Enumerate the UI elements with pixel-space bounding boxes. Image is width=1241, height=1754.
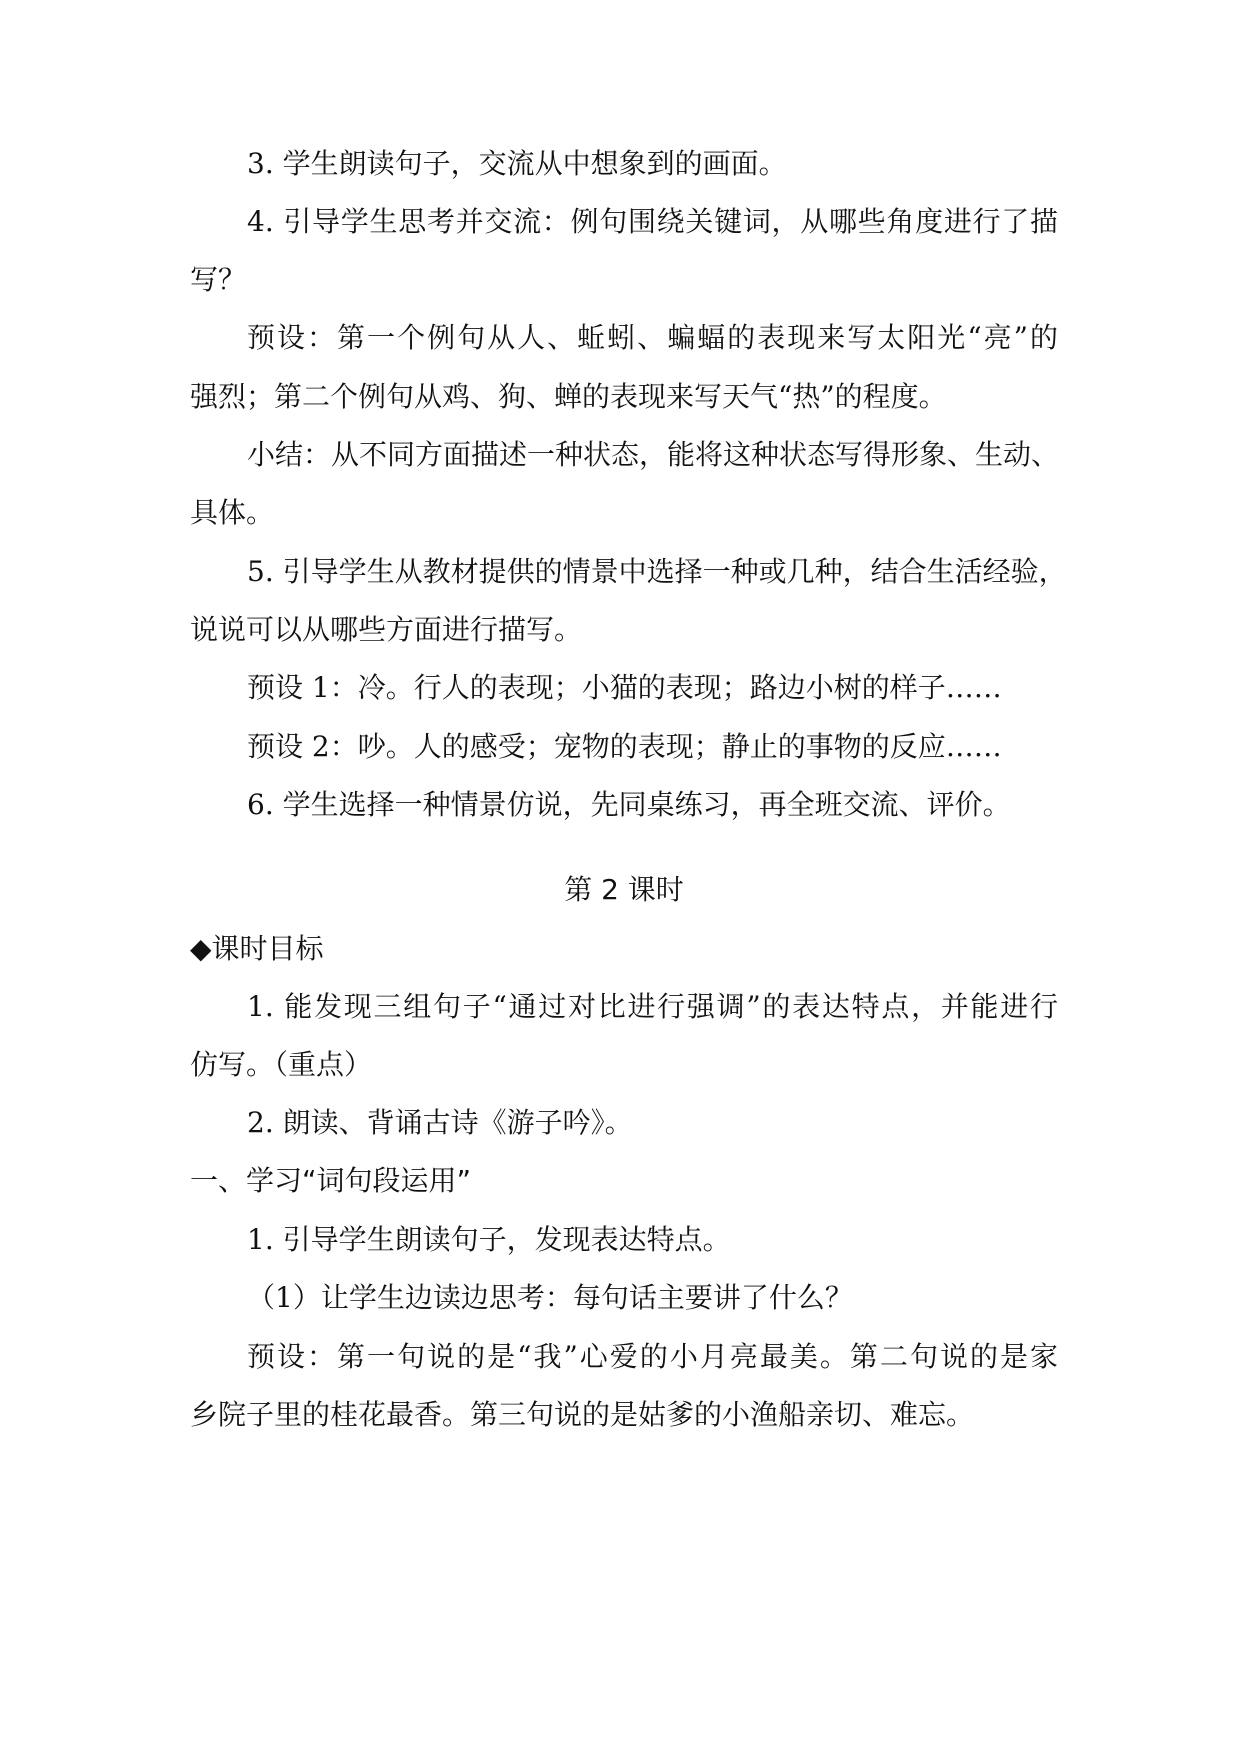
summary-paragraph-line-2: 具体。	[190, 496, 275, 529]
summary-paragraph-line-1: 小结：从不同方面描述一种状态，能将这种状态写得形象、生动、	[247, 438, 1060, 471]
section-step-1: 1. 引导学生朗读句子，发现表达特点。	[247, 1223, 731, 1256]
preset-paragraph-line-1: 预设：第一个例句从人、蚯蚓、蝙蝠的表现来写太阳光“亮”的	[247, 321, 1058, 354]
paragraph-step-6: 6. 学生选择一种情景仿说，先同桌练习，再全班交流、评价。	[247, 788, 1011, 821]
goal-2: 2. 朗读、背诵古诗《游子吟》。	[247, 1106, 633, 1139]
section-step-1-sub-1: （1）让学生边读边思考：每句话主要讲了什么？	[247, 1281, 853, 1314]
section-heading: 一、学习“词句段运用”	[190, 1164, 472, 1197]
paragraph-step-5-line-2: 说说可以从哪些方面进行描写。	[190, 613, 583, 646]
paragraph-step-4-line-1: 4. 引导学生思考并交流：例句围绕关键词，从哪些角度进行了描	[247, 205, 1058, 238]
section-preset-line-2: 乡院子里的桂花最香。第三句说的是姑爹的小渔船亲切、难忘。	[190, 1398, 975, 1431]
goal-1-line-2: 仿写。（重点）	[190, 1048, 373, 1081]
paragraph-step-4-line-2: 写？	[190, 263, 247, 296]
preset-2-paragraph: 预设 2：吵。人的感受；宠物的表现；静止的事物的反应……	[247, 730, 1002, 763]
section-preset-line-1: 预设：第一句说的是“我”心爱的小月亮最美。第二句说的是家	[247, 1340, 1058, 1373]
paragraph-step-5-line-1: 5. 引导学生从教材提供的情景中选择一种或几种，结合生活经验，	[247, 555, 1067, 588]
lesson-title: 第 2 课时	[564, 873, 684, 906]
goals-heading: ◆课时目标	[190, 932, 324, 965]
paragraph-step-3: 3. 学生朗读句子，交流从中想象到的画面。	[247, 147, 787, 180]
preset-1-paragraph: 预设 1：冷。行人的表现；小猫的表现；路边小树的样子……	[247, 671, 1002, 704]
goal-1-line-1: 1. 能发现三组句子“通过对比进行强调”的表达特点，并能进行	[247, 990, 1058, 1023]
preset-paragraph-line-2: 强烈；第二个例句从鸡、狗、蝉的表现来写天气“热”的程度。	[190, 380, 947, 413]
